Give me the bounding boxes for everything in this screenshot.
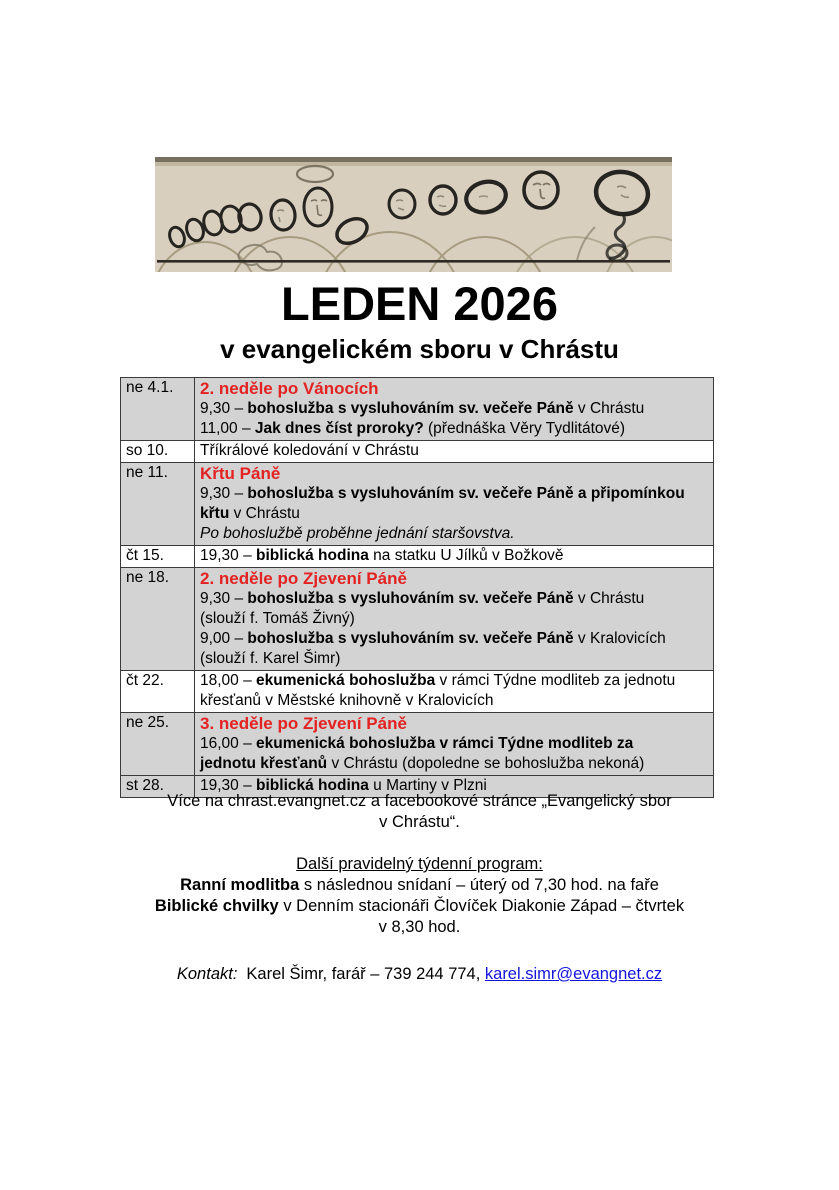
event-cell	[195, 713, 714, 776]
text-segment: 18,00 –	[200, 672, 257, 689]
event-line	[200, 441, 709, 461]
program-lines	[0, 875, 839, 938]
event-line	[200, 484, 709, 504]
table-row	[121, 378, 714, 441]
date-cell: čt 15.	[121, 546, 195, 568]
text-segment: 9,30 –	[200, 400, 248, 417]
text-segment: Po bohoslužbě proběhne jednání staršovstva.	[200, 525, 515, 542]
text-segment: křesťanů v Městské knihovně v Kralovicích	[200, 692, 494, 709]
date-cell: ne 4.1.	[121, 378, 195, 441]
text-segment: jednotu křesťanů	[200, 755, 328, 772]
text-segment: v rámci Týdne modliteb za jednotu	[435, 672, 676, 689]
event-cell	[195, 441, 714, 463]
text-segment: u Martiny v Plzni	[368, 777, 487, 794]
event-line	[200, 524, 709, 544]
text-segment: 19,30 –	[200, 777, 257, 794]
table-row	[121, 568, 714, 671]
table-row	[121, 463, 714, 546]
event-cell	[195, 378, 714, 441]
text-segment: s následnou snídaní – úterý od 7,30 hod. na faře	[299, 876, 659, 894]
text-segment: (slouží f. Tomáš Živný)	[200, 610, 355, 627]
page-title: LEDEN 2026	[281, 277, 558, 330]
table-row	[121, 546, 714, 568]
event-cell	[195, 463, 714, 546]
text-segment: 19,30 –	[200, 547, 257, 564]
text-segment: křtu	[200, 505, 230, 522]
event-heading: 2. neděle po Zjevení Páně	[200, 569, 407, 588]
contact-email-link[interactable]: karel.simr@evangnet.cz	[484, 965, 663, 983]
text-segment: biblická hodina	[256, 777, 369, 794]
schedule-table-body	[121, 378, 714, 798]
text-segment: v Denním stacionáři Človíček Diakonie Západ – čtvrtek	[278, 897, 685, 915]
footer	[0, 791, 839, 985]
table-row	[121, 713, 714, 776]
event-line	[200, 734, 709, 754]
more-info-line: v Chrástu“.	[379, 813, 460, 831]
text-segment: biblická hodina	[256, 547, 369, 564]
text-segment: bohoslužba s vysluhováním sv. večeře Páně	[247, 590, 574, 607]
event-line	[200, 504, 709, 524]
more-info	[0, 791, 839, 833]
date-cell: čt 22.	[121, 671, 195, 713]
contact-text: Karel Šimr, farář – 739 244 774,	[246, 965, 485, 983]
text-segment: v Chrástu	[229, 505, 300, 522]
event-line	[200, 671, 709, 691]
text-segment: 9,30 –	[200, 590, 248, 607]
date-cell: ne 25.	[121, 713, 195, 776]
text-segment: bohoslužba s vysluhováním sv. večeře Páně a připomínkou	[247, 485, 685, 502]
program-line	[0, 875, 839, 896]
text-segment: v Chrástu (dopoledne se bohoslužba nekoná)	[327, 755, 645, 772]
date-cell: ne 18.	[121, 568, 195, 671]
text-segment: v Chrástu	[573, 590, 645, 607]
event-cell	[195, 568, 714, 671]
date-cell: so 10.	[121, 441, 195, 463]
text-segment: na statku U Jílků v Božkově	[368, 547, 564, 564]
text-segment: 9,30 –	[200, 485, 248, 502]
text-segment: (slouží f. Karel Šimr)	[200, 650, 341, 667]
program-heading: Další pravidelný týdenní program:	[296, 855, 543, 873]
event-line	[200, 754, 709, 774]
table-row	[121, 441, 714, 463]
text-segment: Tříkrálové koledování v Chrástu	[200, 442, 419, 459]
event-line	[200, 649, 709, 669]
contact-label: Kontakt:	[176, 965, 238, 983]
text-segment: ekumenická bohoslužba	[256, 672, 436, 689]
text-segment: ekumenická bohoslužba v rámci Týdne modliteb za	[256, 735, 634, 752]
text-segment: 11,00 –	[200, 420, 255, 437]
event-heading: 3. neděle po Zjevení Páně	[200, 714, 407, 733]
text-segment: 9,00 –	[200, 630, 248, 647]
contact-line	[0, 964, 839, 985]
table-row	[121, 671, 714, 713]
pencil-sketch-heads	[155, 157, 672, 272]
date-cell: ne 11.	[121, 463, 195, 546]
text-segment: 16,00 –	[200, 735, 257, 752]
event-heading: Křtu Páně	[200, 464, 281, 483]
text-segment: (přednáška Věry Tydlitátové)	[423, 420, 626, 437]
event-line	[200, 609, 709, 629]
header-sketch-image	[155, 157, 672, 272]
text-segment: v Kralovicích	[573, 630, 666, 647]
date-cell: st 28.	[121, 776, 195, 798]
event-line	[200, 589, 709, 609]
text-segment: bohoslužba s vysluhováním sv. večeře Páně	[247, 630, 574, 647]
event-cell	[195, 671, 714, 713]
event-line	[200, 399, 709, 419]
text-segment: v 8,30 hod.	[378, 918, 461, 936]
text-segment: Jak dnes číst proroky?	[254, 420, 424, 437]
text-segment: Biblické chvilky	[154, 897, 279, 915]
event-cell	[195, 546, 714, 568]
event-line	[200, 419, 709, 439]
more-info-line: Více na chrast.evangnet.cz a facebookové stránce „Evangelický sbor	[167, 792, 672, 810]
event-line	[200, 691, 709, 711]
page-subtitle: v evangelickém sboru v Chrástu	[220, 334, 619, 364]
text-segment: bohoslužba s vysluhováním sv. večeře Páně	[247, 400, 574, 417]
event-line	[200, 546, 709, 566]
program-line	[0, 917, 839, 938]
text-segment: Ranní modlitba	[180, 876, 300, 894]
event-heading: 2. neděle po Vánocích	[200, 379, 379, 398]
program-line	[0, 896, 839, 917]
text-segment: v Chrástu	[573, 400, 645, 417]
event-line	[200, 629, 709, 649]
schedule-table	[120, 377, 714, 798]
